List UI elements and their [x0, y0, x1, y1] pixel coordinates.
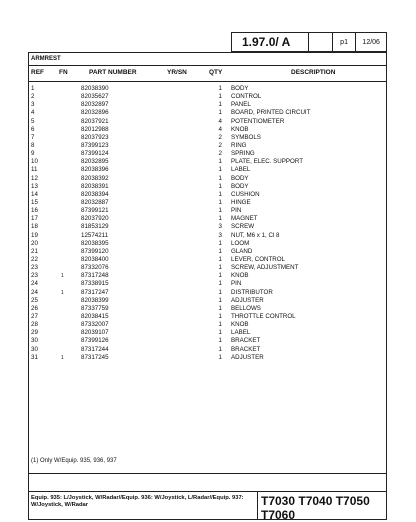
- qty-cell: 1: [218, 93, 222, 101]
- ref-cell: 6: [31, 125, 35, 133]
- description-cell: LABEL: [231, 329, 251, 337]
- qty-cell: 1: [218, 296, 222, 304]
- column-header-description: DESCRIPTION: [291, 69, 336, 76]
- header-box: [231, 32, 387, 52]
- description-cell: SYMBOLS: [231, 133, 261, 141]
- part-number-cell: 87399126: [81, 337, 109, 345]
- qty-cell: 1: [218, 329, 222, 337]
- ref-cell: 19: [31, 231, 38, 239]
- revision-date: 12/06: [362, 38, 380, 46]
- divider: [29, 65, 386, 66]
- table-row: [29, 232, 386, 240]
- part-number-cell: 82038396: [81, 166, 109, 174]
- qty-cell: 2: [218, 141, 222, 149]
- description-cell: PLATE, ELEC. SUPPORT: [231, 158, 303, 166]
- description-cell: KNOB: [231, 321, 249, 329]
- table-row: [29, 305, 386, 313]
- ref-cell: 14: [31, 190, 38, 198]
- ref-cell: 1: [31, 85, 35, 92]
- description-cell: LOOM: [231, 239, 250, 247]
- part-number-cell: 82032895: [81, 158, 109, 166]
- qty-cell: 3: [218, 231, 222, 239]
- qty-cell: 2: [218, 133, 222, 141]
- qty-cell: 1: [218, 109, 222, 117]
- part-number-cell: 12574211: [81, 231, 109, 239]
- description-cell: CONTROL: [231, 93, 262, 101]
- ref-cell: 25: [31, 296, 38, 304]
- ref-cell: 10: [31, 158, 38, 166]
- ref-cell: 5: [31, 117, 35, 125]
- part-number-cell: 87337759: [81, 304, 109, 312]
- qty-cell: 1: [218, 288, 222, 296]
- ref-cell: 20: [31, 239, 38, 247]
- footer-box: [28, 492, 387, 520]
- qty-cell: 1: [218, 337, 222, 345]
- ref-cell: 8: [31, 141, 35, 149]
- qty-cell: 1: [218, 272, 222, 280]
- part-number-cell: 82038392: [81, 174, 109, 182]
- ref-cell: 22: [31, 255, 38, 263]
- ref-cell: 29: [31, 329, 38, 337]
- description-cell: BODY: [231, 174, 249, 182]
- part-number-cell: 82038391: [81, 182, 109, 190]
- part-number-cell: 87317248: [81, 272, 109, 280]
- table-row: [29, 183, 386, 191]
- table-row: [29, 166, 386, 174]
- column-header-qty: QTY: [209, 69, 223, 76]
- description-cell: NUT, M6 x 1, Cl 8: [231, 231, 280, 239]
- description-cell: BRACKET: [231, 337, 261, 345]
- ref-cell: 18: [31, 223, 38, 231]
- description-cell: SCREW: [231, 223, 255, 231]
- description-cell: BOARD, PRINTED CIRCUIT: [231, 109, 311, 117]
- qty-cell: 1: [218, 166, 222, 174]
- ref-cell: 16: [31, 207, 38, 215]
- ref-cell: 12: [31, 174, 38, 182]
- qty-cell: 1: [218, 321, 222, 329]
- ref-cell: 23: [31, 272, 38, 280]
- ref-cell: 23: [31, 264, 38, 272]
- part-number-cell: 82038400: [81, 255, 109, 263]
- parts-table-frame: [28, 52, 387, 492]
- qty-cell: 2: [218, 150, 222, 158]
- part-number-cell: 82037923: [81, 133, 109, 141]
- column-header-fn: FN: [59, 69, 68, 76]
- table-row: [29, 272, 386, 280]
- table-row: [29, 93, 386, 101]
- description-cell: PIN: [231, 280, 242, 288]
- page-number: p1: [333, 33, 357, 51]
- equipment-note: Equip. 935: L/Joystick, W/Radar//Equip. 936: W/Joystick, L/Radar//Equip. 937: W/Joystick, W/Radar: [31, 495, 244, 508]
- table-row: [29, 207, 386, 215]
- table-row: [29, 329, 386, 337]
- description-cell: PANEL: [231, 101, 251, 109]
- part-number-cell: 81853129: [81, 223, 109, 231]
- divider: [29, 81, 386, 82]
- table-row: [29, 175, 386, 183]
- qty-cell: 1: [218, 182, 222, 190]
- qty-cell: 3: [218, 223, 222, 231]
- ref-cell: 4: [31, 109, 35, 117]
- description-cell: DISTRIBUTOR: [231, 288, 273, 296]
- description-cell: BELLOWS: [231, 304, 261, 312]
- table-row: [29, 118, 386, 126]
- description-cell: SCREW, ADJUSTMENT: [231, 264, 299, 272]
- qty-cell: 1: [218, 353, 222, 361]
- description-cell: RING: [231, 141, 247, 149]
- part-number-cell: 87399124: [81, 150, 109, 158]
- column-header-yr-sn: YR/SN: [167, 69, 187, 76]
- description-cell: BODY: [231, 182, 249, 190]
- description-cell: KNOB: [231, 125, 249, 133]
- ref-cell: 24: [31, 280, 38, 288]
- description-cell: BODY: [231, 85, 249, 92]
- header-blank-cell: [309, 33, 333, 51]
- part-number-cell: 82012988: [81, 125, 109, 133]
- table-row: [29, 321, 386, 329]
- part-number-cell: 87317245: [81, 353, 109, 361]
- table-row: [29, 256, 386, 264]
- table-row: [29, 85, 386, 93]
- divider: [257, 492, 258, 519]
- part-number-cell: 82035627: [81, 93, 109, 101]
- divider: [29, 473, 386, 474]
- ref-cell: 24: [31, 288, 38, 296]
- table-row: [29, 158, 386, 166]
- description-cell: BRACKET: [231, 345, 261, 353]
- table-row: [29, 142, 386, 150]
- part-number-cell: 87399123: [81, 141, 109, 149]
- fn-cell: 1: [61, 289, 64, 296]
- ref-cell: 15: [31, 198, 38, 206]
- table-row: [29, 240, 386, 248]
- table-row: [29, 313, 386, 321]
- part-number-cell: 87399121: [81, 207, 109, 215]
- ref-cell: 17: [31, 215, 38, 223]
- ref-cell: 9: [31, 150, 35, 158]
- table-row: [29, 134, 386, 142]
- part-number-cell: 82038390: [81, 85, 109, 92]
- description-cell: SPRING: [231, 150, 255, 158]
- qty-cell: 1: [218, 247, 222, 255]
- table-row: [29, 191, 386, 199]
- table-row: [29, 248, 386, 256]
- description-cell: MAGNET: [231, 215, 258, 223]
- description-cell: LEVER, CONTROL: [231, 255, 285, 263]
- column-header-ref: REF: [31, 69, 44, 76]
- table-row: [29, 223, 386, 231]
- table-row: [29, 126, 386, 134]
- ref-cell: 28: [31, 321, 38, 329]
- part-number-cell: 82037920: [81, 215, 109, 223]
- part-number-cell: 87317244: [81, 345, 109, 353]
- part-number-cell: 82039107: [81, 329, 109, 337]
- description-cell: GLAND: [231, 247, 253, 255]
- description-cell: THROTTLE CONTROL: [231, 312, 296, 320]
- qty-cell: 1: [218, 198, 222, 206]
- description-cell: HINGE: [231, 198, 251, 206]
- fn-cell: 1: [61, 273, 64, 280]
- description-cell: PIN: [231, 207, 242, 215]
- qty-cell: 1: [218, 215, 222, 223]
- qty-cell: 1: [218, 280, 222, 288]
- ref-cell: 2: [31, 93, 35, 101]
- qty-cell: 1: [218, 190, 222, 198]
- section-title: ARMREST: [31, 56, 61, 62]
- description-cell: LABEL: [231, 166, 251, 174]
- ref-cell: 3: [31, 101, 35, 109]
- document-code: 1.97.0/ A: [232, 33, 309, 51]
- part-number-cell: 87332007: [81, 321, 109, 329]
- table-row: [29, 215, 386, 223]
- part-number-cell: 87317247: [81, 288, 109, 296]
- ref-cell: 31: [31, 353, 38, 361]
- ref-cell: 13: [31, 182, 38, 190]
- part-number-cell: 82038395: [81, 239, 109, 247]
- qty-cell: 1: [218, 345, 222, 353]
- table-row: [29, 101, 386, 109]
- qty-cell: 1: [218, 101, 222, 109]
- part-number-cell: 87338915: [81, 280, 109, 288]
- qty-cell: 1: [218, 239, 222, 247]
- ref-cell: 11: [31, 166, 38, 174]
- part-number-cell: 82032887: [81, 198, 109, 206]
- qty-cell: 1: [218, 158, 222, 166]
- qty-cell: 1: [218, 264, 222, 272]
- table-row: [29, 289, 386, 297]
- qty-cell: 1: [218, 85, 222, 92]
- table-row: [29, 199, 386, 207]
- qty-cell: 1: [218, 255, 222, 263]
- part-number-cell: 82032897: [81, 101, 109, 109]
- ref-cell: 30: [31, 345, 38, 353]
- table-row: [29, 346, 386, 354]
- description-cell: ADJUSTER: [231, 296, 264, 304]
- part-number-cell: 82038399: [81, 296, 109, 304]
- column-header-part-number: PART NUMBER: [89, 69, 137, 76]
- description-cell: ADJUSTER: [231, 353, 264, 361]
- qty-cell: 1: [218, 174, 222, 182]
- table-row: [29, 337, 386, 345]
- description-cell: POTENTIOMETER: [231, 117, 285, 125]
- description-cell: KNOB: [231, 272, 249, 280]
- model-list: T7030 T7040 T7050 T7060: [261, 494, 370, 522]
- table-row: [29, 264, 386, 272]
- part-number-cell: 82038394: [81, 190, 109, 198]
- qty-cell: 1: [218, 312, 222, 320]
- ref-cell: 30: [31, 337, 38, 345]
- table-row: [29, 109, 386, 117]
- ref-cell: 26: [31, 304, 38, 312]
- qty-cell: 4: [218, 117, 222, 125]
- qty-cell: 1: [218, 304, 222, 312]
- table-row: [29, 150, 386, 158]
- table-row: [29, 280, 386, 288]
- part-number-cell: 82038415: [81, 312, 109, 320]
- part-number-cell: 82037921: [81, 117, 109, 125]
- ref-cell: 7: [31, 133, 35, 141]
- table-row: [29, 354, 386, 362]
- ref-cell: 27: [31, 312, 38, 320]
- table-row: [29, 297, 386, 305]
- ref-cell: 21: [31, 247, 38, 255]
- part-number-cell: 82032896: [81, 109, 109, 117]
- description-cell: CUSHION: [231, 190, 260, 198]
- footnote: (1) Only W/Equip. 935, 936, 937: [31, 458, 117, 464]
- part-number-cell: 87399120: [81, 247, 109, 255]
- parts-list: [29, 85, 386, 362]
- fn-cell: 1: [61, 354, 64, 361]
- qty-cell: 4: [218, 125, 222, 133]
- part-number-cell: 87332076: [81, 264, 109, 272]
- qty-cell: 1: [218, 207, 222, 215]
